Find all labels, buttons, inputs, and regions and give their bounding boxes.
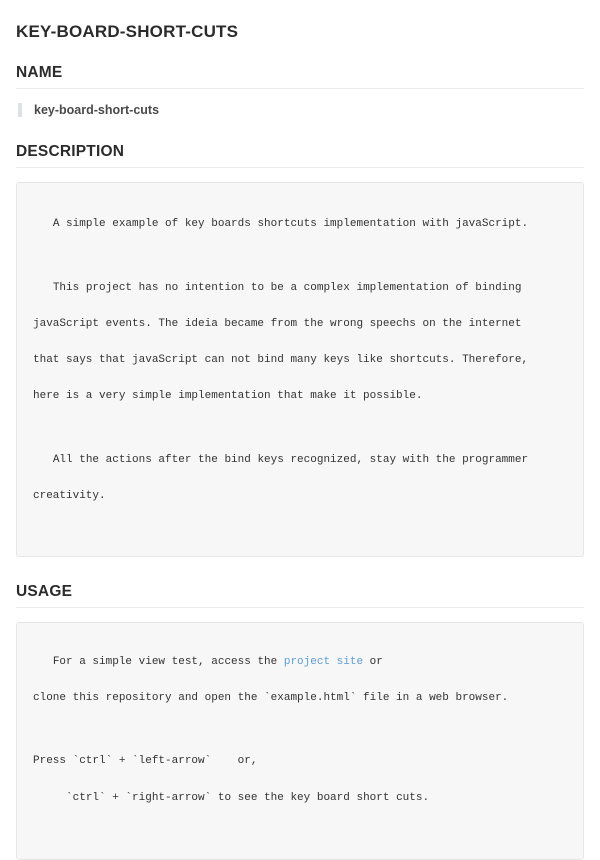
code-line-blank — [33, 725, 567, 734]
code-line: `ctrl` + `right-arrow` to see the key board short cuts. — [33, 791, 430, 804]
code-line — [33, 653, 567, 671]
code-line: here is a very simple implementation that make it possible. — [33, 390, 423, 403]
page-title: KEY-BOARD-SHORT-CUTS — [16, 22, 239, 41]
code-line: All the actions after the bind keys recognized, stay with the programmer — [33, 453, 529, 466]
code-line: creativity. — [33, 490, 106, 503]
code-line: This project has no intention to be a complex implementation of binding — [33, 281, 522, 294]
section-heading-name: NAME — [16, 64, 584, 89]
code-line: javaScript events. The ideia became from the wrong speechs on the internet — [33, 317, 522, 330]
code-line: clone this repository and open the `example.html` file in a web browser. — [33, 691, 509, 704]
section-description — [16, 143, 584, 557]
section-usage — [16, 583, 584, 860]
code-line-blank — [33, 424, 567, 433]
section-name — [16, 64, 584, 117]
code-line: A simple example of key boards shortcuts implementation with javaScript. — [33, 218, 529, 231]
description-codeblock — [16, 182, 584, 557]
name-blockquote: key-board-short-cuts — [18, 103, 584, 117]
usage-codeblock — [16, 622, 584, 860]
project-site-link[interactable]: project site — [283, 655, 364, 668]
usage-line-1-pre: For a simple view test, access the — [33, 655, 284, 668]
usage-line-1-post: or — [363, 655, 383, 668]
code-line: that says that javaScript can not bind many keys like shortcuts. Therefore, — [33, 354, 529, 367]
code-line: Press `ctrl` + `left-arrow` or, — [33, 755, 258, 768]
code-line-blank — [33, 251, 567, 260]
section-heading-usage: USAGE — [16, 583, 584, 608]
section-heading-description: DESCRIPTION — [16, 143, 584, 168]
